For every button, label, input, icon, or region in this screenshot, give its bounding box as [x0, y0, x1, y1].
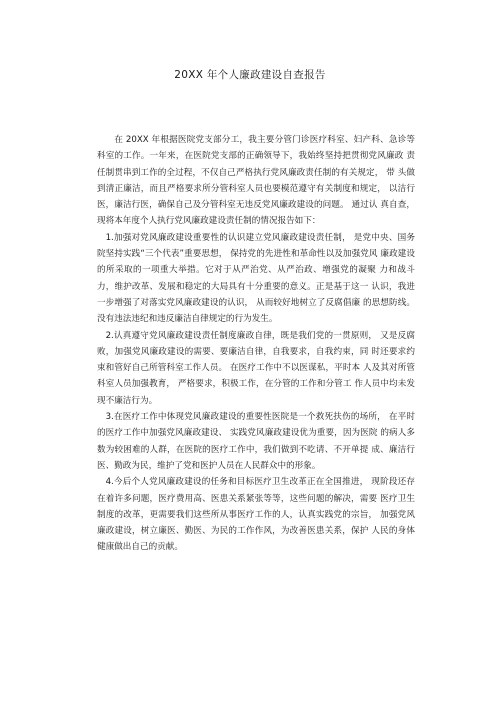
document-title: 20XX 年个人廉政建设自查报告	[174, 69, 326, 81]
paragraph-4: 4.今后个人党风廉政建设的任务和目标医疗卫生改革正在全国推进， 现阶段还存在着许多问题，医疗费用高、医患关系紧张等等，这些问题的解决，需要 医疗卫生制度的改革，更需要我们这些所从事医疗工作的人，认真实践党的宗旨， 加强党风廉政建设，树立廉医、勤医、为民的工作作风，为改善医患关系，保护 人民的身体健康做出自己的贡献。	[97, 477, 415, 553]
document-body	[97, 132, 415, 556]
paragraph-2: 2.认真遵守党风廉政建设责任制度廉政自律，既是我们党的一贯原则， 又是反腐败，加强党风廉政建设的需要、要廉洁自律，自我要求，自我约束，同 时还要求约束和管好自己所管科室工作人员。 在医疗工作中不以医谋私，平时本 人及其对所管科室人员加强教育， 严格要求，积极工作，在分管的工作和分管工 作人员中均未发现不廉洁行为。	[97, 330, 415, 406]
paragraph-3: 3.在医疗工作中体现党风廉政建设的重要性医院是一个救死扶伤的场所， 在平时的医疗工作中加强党风廉政建设、 实践党风廉政建设优为重要，因为医院 的病人多数为较困难的人群，在医院的医疗工作中，我们做到不吃请、不开单提 成、廉洁行医、勤政为民，维护了党和医护人员在人民群众中的形象。	[97, 412, 415, 471]
paragraph-intro: 在 20XX 年根据医院党支部分工，我主要分管门诊医疗科室、妇产科、急诊等 科室的工作。一年来，在医院党支部的正确领导下，我始终坚持把贯彻党风廉政 责任制贯串到工作的全过程，不仅自己严格执行党风廉政责任制的有关规定， 带 头做到清正廉洁，而且严格要求所分管科室人员也要模范遵守有关制度和规定， 以洁行医，廉洁行医，确保自己及分管科室无违反党风廉政建设的问题。 通过认 真自查，现将本年度个人执行党风廉政建设责任制的情况报告如下：	[97, 135, 415, 227]
paragraph-1: 1.加强对党风廉政建设重要性的认识建立党风廉政建设责任制， 是党中央、国务院坚持实践“三个代表”重要思想， 保持党的先进性和革命性以及加强党风 廉政建设的所采取的一项重大举措。它对于从严治党、从严治政、增强党的凝聚 力和战斗力，维护改革、发展和稳定的大局具有十分重要的意义。正是基于这一 认识，我进一步增强了对落实党风廉政建设的认识， 从而较好地树立了反腐倡廉 的思想防线。没有违法违纪和违反廉洁自律规定的行为发生。	[97, 232, 415, 325]
